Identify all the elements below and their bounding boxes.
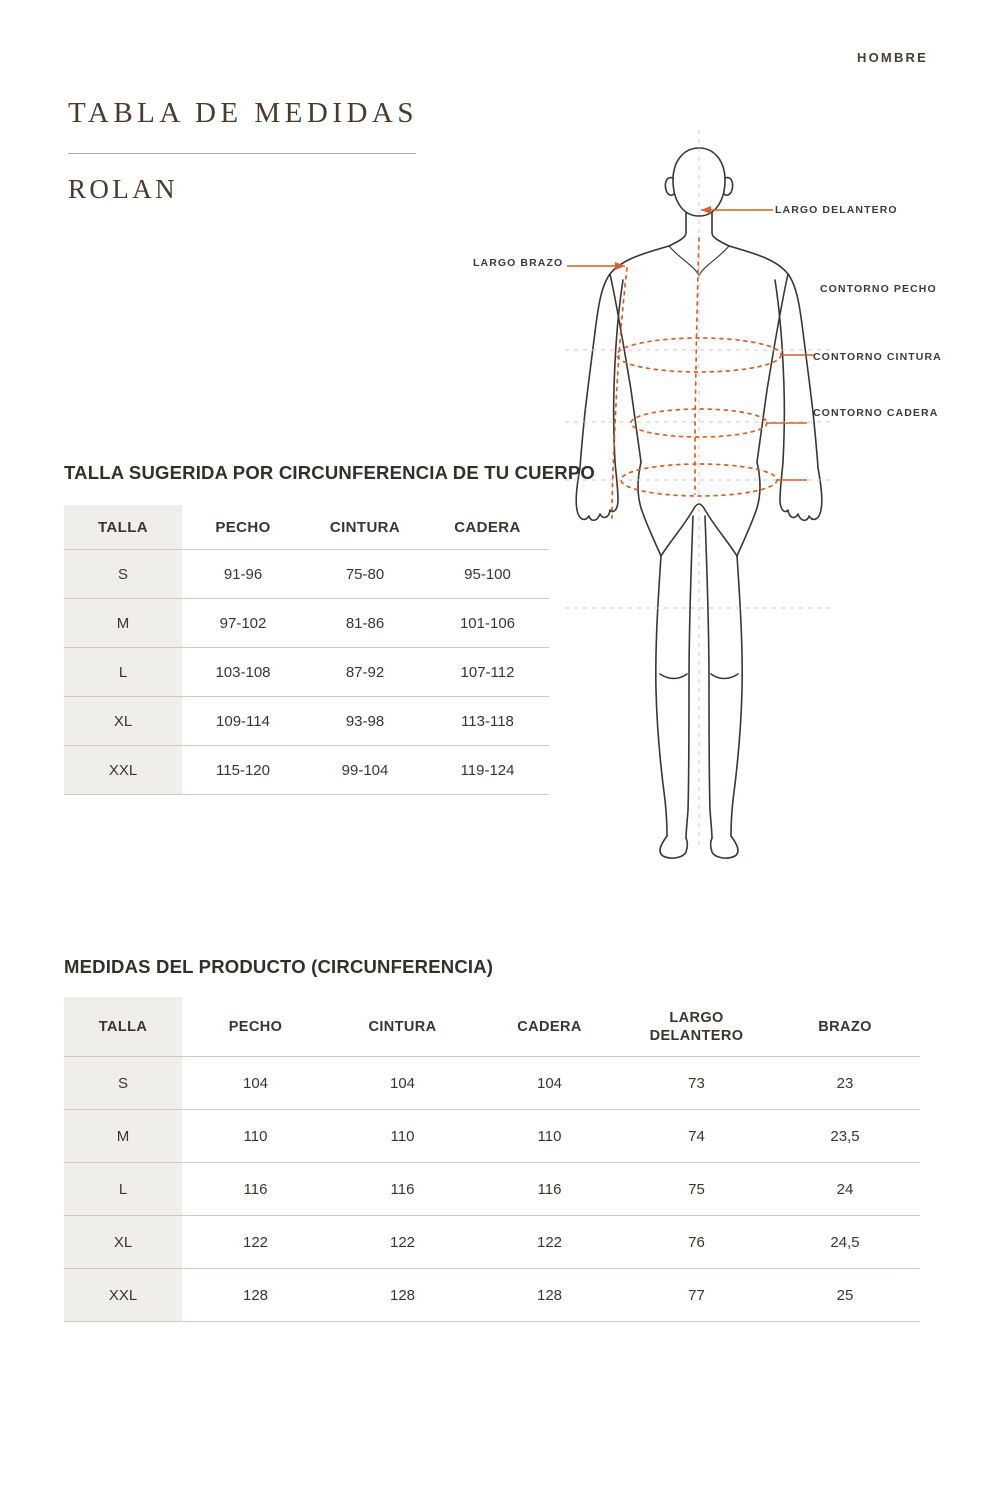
cell-talla: S: [64, 550, 182, 599]
cell-talla: S: [64, 1057, 182, 1110]
table-header-row: [64, 997, 920, 1057]
title-block: [68, 96, 428, 205]
cell-cadera: 101-106: [426, 599, 549, 648]
cell-cadera: 119-124: [426, 746, 549, 795]
cell-pecho: 104: [182, 1057, 329, 1110]
cell-pecho: 110: [182, 1110, 329, 1163]
title-divider: [68, 153, 416, 154]
cell-talla: XL: [64, 697, 182, 746]
label-largo-delantero: LARGO DELANTERO: [775, 204, 898, 216]
column-header-cadera: CADERA: [426, 505, 549, 550]
cell-pecho: 122: [182, 1216, 329, 1269]
column-header-pecho: PECHO: [182, 997, 329, 1057]
cell-pecho: 91-96: [182, 550, 304, 599]
column-header-cintura: CINTURA: [304, 505, 426, 550]
cell-cadera: 128: [476, 1269, 623, 1322]
cell-talla: XXL: [64, 1269, 182, 1322]
column-header-brazo: BRAZO: [770, 997, 920, 1057]
cell-pecho: 128: [182, 1269, 329, 1322]
product-measurement-table: [64, 997, 920, 1322]
column-header-cintura: CINTURA: [329, 997, 476, 1057]
table-row: [64, 746, 549, 795]
arrow-front-length: [701, 206, 711, 214]
column-header-talla: TALLA: [64, 997, 182, 1057]
front-length-line: [695, 238, 699, 494]
cell-pecho: 109-114: [182, 697, 304, 746]
cell-cadera: 107-112: [426, 648, 549, 697]
cell-cintura: 99-104: [304, 746, 426, 795]
cell-brazo: 23: [770, 1057, 920, 1110]
cell-pecho: 116: [182, 1163, 329, 1216]
cell-cadera: 104: [476, 1057, 623, 1110]
column-header-largo-delantero: [623, 997, 770, 1057]
cell-cintura: 128: [329, 1269, 476, 1322]
cell-talla: L: [64, 648, 182, 697]
cell-cintura: 93-98: [304, 697, 426, 746]
cell-cadera: 116: [476, 1163, 623, 1216]
largo-line-2: DELANTERO: [649, 1028, 744, 1045]
cell-cadera: 122: [476, 1216, 623, 1269]
cell-talla: M: [64, 1110, 182, 1163]
cell-largo-delantero: 75: [623, 1163, 770, 1216]
cell-brazo: 23,5: [770, 1110, 920, 1163]
cell-talla: XXL: [64, 746, 182, 795]
table-row: [64, 1057, 920, 1110]
cell-brazo: 24,5: [770, 1216, 920, 1269]
cell-cintura: 104: [329, 1057, 476, 1110]
cell-largo-delantero: 73: [623, 1057, 770, 1110]
column-header-talla: TALLA: [64, 505, 182, 550]
largo-line-1: LARGO: [669, 1010, 724, 1026]
label-contorno-pecho: CONTORNO PECHO: [820, 283, 937, 295]
cell-cadera: 113-118: [426, 697, 549, 746]
cell-cintura: 122: [329, 1216, 476, 1269]
table-row: [64, 1163, 920, 1216]
cell-cintura: 116: [329, 1163, 476, 1216]
page-title: TABLA DE MEDIDAS: [68, 97, 419, 129]
body-section-heading: TALLA SUGERIDA POR CIRCUNFERENCIA DE TU CUERPO: [64, 462, 595, 483]
cell-largo-delantero: 74: [623, 1110, 770, 1163]
table-row: [64, 550, 549, 599]
column-header-pecho: PECHO: [182, 505, 304, 550]
cell-pecho: 103-108: [182, 648, 304, 697]
gender-label: HOMBRE: [857, 50, 928, 65]
body-measurement-table: [64, 505, 549, 795]
cell-talla: M: [64, 599, 182, 648]
table-row: [64, 599, 549, 648]
cell-largo-delantero: 76: [623, 1216, 770, 1269]
table-row: [64, 1216, 920, 1269]
cell-brazo: 25: [770, 1269, 920, 1322]
cell-largo-delantero: 77: [623, 1269, 770, 1322]
brand-name: ROLAN: [68, 173, 178, 204]
cell-talla: L: [64, 1163, 182, 1216]
product-section-heading: MEDIDAS DEL PRODUCTO (CIRCUNFERENCIA): [64, 956, 494, 977]
cell-cintura: 75-80: [304, 550, 426, 599]
column-header-cadera: CADERA: [476, 997, 623, 1057]
table-row: [64, 1110, 920, 1163]
cell-cintura: 87-92: [304, 648, 426, 697]
table-header-row: [64, 505, 549, 550]
cell-cadera: 110: [476, 1110, 623, 1163]
cell-pecho: 115-120: [182, 746, 304, 795]
cell-pecho: 97-102: [182, 599, 304, 648]
label-contorno-cintura: CONTORNO CINTURA: [813, 351, 942, 363]
table-row: [64, 1269, 920, 1322]
waist-measure-ellipse: [631, 409, 767, 437]
table-row: [64, 648, 549, 697]
table-row: [64, 697, 549, 746]
label-contorno-cadera: CONTORNO CADERA: [813, 407, 939, 419]
label-largo-brazo: LARGO BRAZO: [473, 257, 564, 269]
cell-talla: XL: [64, 1216, 182, 1269]
cell-brazo: 24: [770, 1163, 920, 1216]
cell-cadera: 95-100: [426, 550, 549, 599]
cell-cintura: 81-86: [304, 599, 426, 648]
cell-cintura: 110: [329, 1110, 476, 1163]
